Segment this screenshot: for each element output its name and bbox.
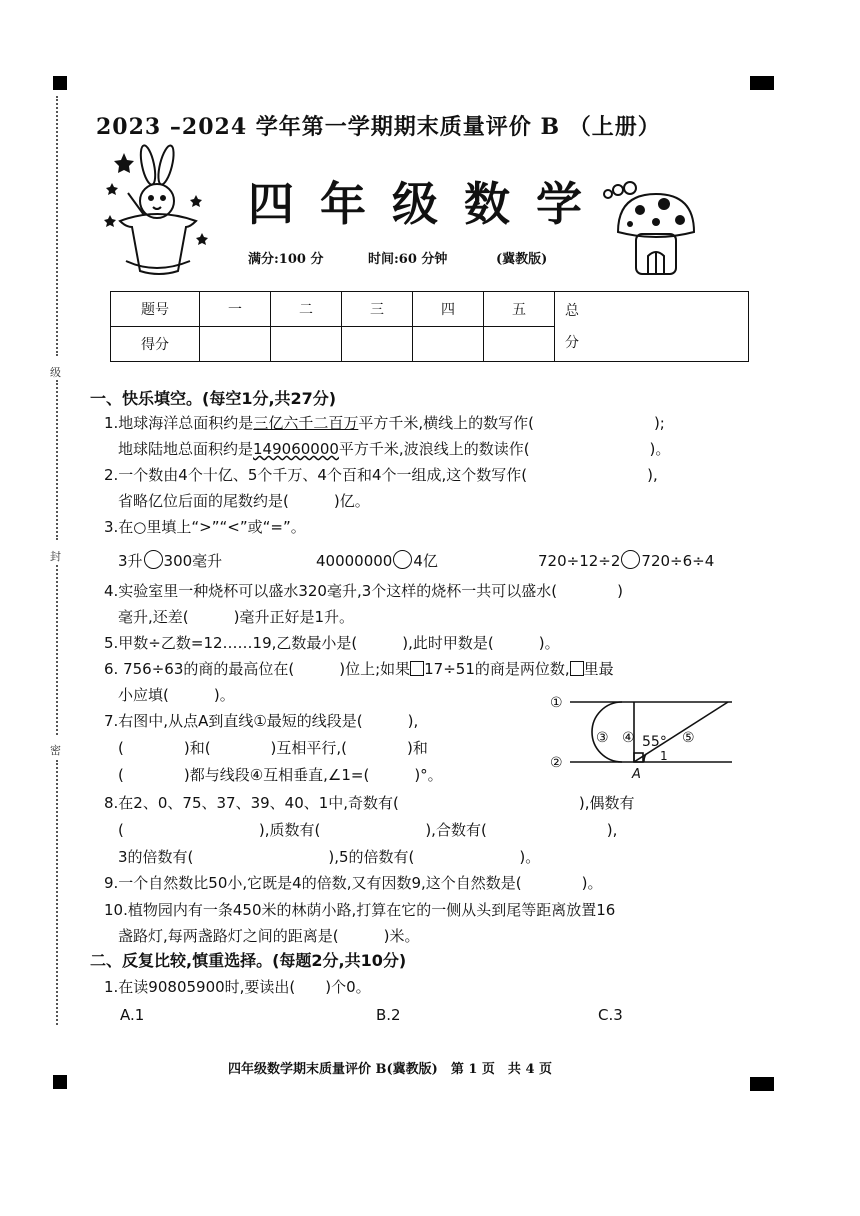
question-9: 9.一个自然数比50小,它既是4的倍数,又有因数9,这个自然数是( )。 — [104, 874, 603, 892]
line-1-label: ① — [550, 695, 563, 711]
question-7b: ( )和( )互相平行,( )和 — [118, 739, 428, 757]
question-8a: 8.在2、0、75、37、39、40、1中,奇数有( ),偶数有 — [104, 794, 635, 812]
option-c[interactable]: C.3 — [598, 1006, 623, 1024]
question-8c: 3的倍数有( ),5的倍数有( )。 — [118, 848, 541, 866]
question-4a: 4.实验室里一种烧杯可以盛水320毫升,3个这样的烧杯一共可以盛水( ) — [104, 582, 623, 600]
question-2b: 省略亿位后面的尾数约是( )亿。 — [118, 492, 370, 510]
registration-mark-top-right — [750, 76, 774, 90]
binding-dotted-line — [56, 565, 58, 735]
rabbit-hat-illustration — [104, 143, 214, 278]
question-text: 6. 756÷63的商的最高位在( )位上;如果 — [104, 660, 411, 678]
margin-label: 级 — [50, 366, 61, 379]
registration-mark-bottom-left — [53, 1075, 67, 1089]
question-text: 17÷51的商是两位数, — [424, 660, 570, 678]
question-4b: 毫升,还差( )毫升正好是1升。 — [118, 608, 355, 626]
edition-label: (冀教版) — [496, 252, 548, 267]
question-8b: ( ),质数有( ),合数有( ), — [118, 821, 618, 839]
point-a-label: A — [632, 767, 641, 782]
question-text: 1.地球海洋总面积约是 — [104, 414, 254, 432]
blank-box[interactable] — [410, 661, 424, 676]
question-3: 3.在○里填上“>”“<”或“=”。 — [104, 518, 306, 536]
segment-5-label: ⑤ — [682, 730, 695, 746]
margin-label: 封 — [50, 550, 61, 563]
score-cell[interactable] — [342, 327, 413, 362]
table-header-cell: 四 — [413, 292, 484, 327]
compare-right: 300毫升 — [163, 552, 223, 570]
question-7a: 7.右图中,从点A到直线①最短的线段是( ), — [104, 712, 419, 730]
main-title: 四年级数学 — [248, 177, 608, 231]
geometry-figure — [548, 690, 738, 782]
compare-right: 720÷6÷4 — [641, 552, 715, 570]
compare-left: 720÷12÷2 — [538, 552, 621, 570]
compare-item-1 — [118, 550, 222, 571]
question-5: 5.甲数÷乙数=12……19,乙数最小是( ),此时甲数是( )。 — [104, 634, 560, 652]
question-text: 地球陆地总面积约是 — [118, 440, 254, 458]
blank-box[interactable] — [570, 661, 584, 676]
mc-question-1: 1.在读90805900时,要读出( )个0。 — [104, 978, 371, 996]
question-7c: ( )都与线段④互相垂直,∠1=( )°。 — [118, 766, 443, 784]
section-2-heading: 二、反复比较,慎重选择。(每题2分,共10分) — [90, 951, 407, 970]
exam-time: 时间:60 分钟 — [368, 252, 448, 267]
angle-1-label: 1 — [660, 749, 668, 763]
option-a[interactable]: A.1 — [120, 1006, 145, 1024]
table-header-cell: 一 — [200, 292, 271, 327]
table-header-cell: 题号 — [111, 292, 200, 327]
question-text: 平方千米,波浪线上的数读作( )。 — [338, 440, 671, 458]
binding-dotted-line — [56, 760, 58, 1025]
compare-item-2 — [316, 550, 438, 571]
total-score-cell[interactable] — [555, 292, 749, 362]
question-10a: 10.植物园内有一条450米的林荫小路,打算在它的一侧从头到尾等距离放置16 — [104, 901, 616, 919]
question-1b — [118, 438, 670, 459]
question-1a — [104, 412, 665, 433]
compare-circle[interactable] — [621, 550, 640, 569]
score-cell[interactable] — [413, 327, 484, 362]
compare-left: 40000000 — [316, 552, 393, 570]
score-cell[interactable] — [271, 327, 342, 362]
underlined-number: 三亿六千二百万 — [253, 414, 359, 432]
table-row-label: 得分 — [111, 327, 200, 362]
question-6a — [104, 658, 614, 679]
question-2a: 2.一个数由4个十亿、5个千万、4个百和4个一组成,这个数写作( ), — [104, 466, 658, 484]
mushroom-house-illustration — [600, 180, 700, 280]
question-10b: 盏路灯,每两盏路灯之间的距离是( )米。 — [118, 927, 420, 945]
full-score: 满分:100 分 — [248, 252, 324, 267]
margin-label: 密 — [50, 744, 61, 757]
table-header-cell: 三 — [342, 292, 413, 327]
question-6b: 小应填( )。 — [118, 686, 235, 704]
compare-circle[interactable] — [144, 550, 163, 569]
option-b[interactable]: B.2 — [376, 1006, 401, 1024]
binding-dotted-line — [56, 96, 58, 356]
question-text: 平方千米,横线上的数写作( ); — [358, 414, 665, 432]
line-2-label: ② — [550, 755, 563, 771]
angle-label: 55° — [642, 734, 667, 750]
segment-3-label: ③ — [596, 730, 609, 746]
score-table — [110, 291, 749, 362]
registration-mark-bottom-right — [750, 1077, 774, 1091]
compare-circle[interactable] — [393, 550, 412, 569]
registration-mark-top-left — [53, 76, 67, 90]
page-footer: 四年级数学期末质量评价 B(冀教版) 第 1 页 共 4 页 — [228, 1062, 553, 1077]
segment-4-label: ④ — [622, 730, 635, 746]
table-header-cell: 二 — [271, 292, 342, 327]
section-1-heading: 一、快乐填空。(每空1分,共27分) — [90, 389, 337, 408]
binding-dotted-line — [56, 380, 58, 540]
score-cell[interactable] — [484, 327, 555, 362]
question-text: 里最 — [583, 660, 614, 678]
compare-left: 3升 — [118, 552, 143, 570]
total-label-top: 总 — [565, 302, 579, 319]
score-cell[interactable] — [200, 327, 271, 362]
exam-title: 2023 –2024 学年第一学期期末质量评价 B （上册） — [96, 114, 661, 140]
compare-right: 4亿 — [413, 552, 438, 570]
total-label-bottom: 分 — [565, 334, 579, 351]
table-header-cell: 五 — [484, 292, 555, 327]
compare-item-3 — [538, 550, 714, 570]
wavy-underlined-number: 149060000 — [253, 440, 339, 458]
